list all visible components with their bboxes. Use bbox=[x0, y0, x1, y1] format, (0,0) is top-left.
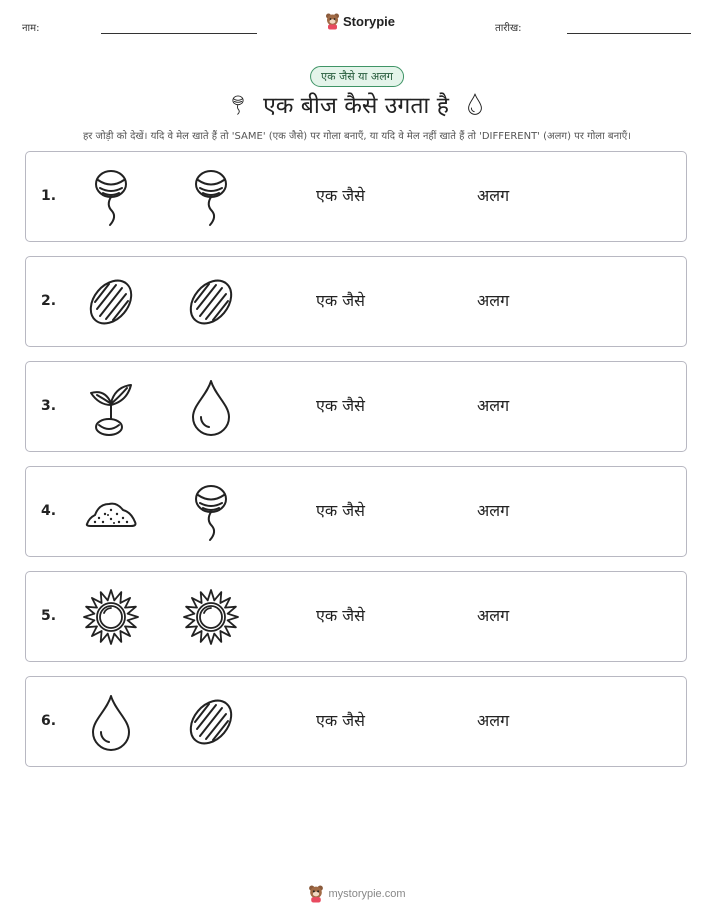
instructions: हर जोड़ी को देखें। यदि वे मेल खाते हैं तो 'SAME' (एक जैसे) पर गोला बनाएँ, या यदि वे मेल नहीं खाते हैं तो 'DIFFERENT' (अलग) पर गोला बनाएँ। bbox=[82, 131, 632, 142]
bear-mascot-icon bbox=[308, 885, 324, 903]
same-option[interactable]: एक जैसे bbox=[316, 291, 365, 310]
same-option[interactable]: एक जैसे bbox=[316, 606, 365, 625]
sprout-seed-icon bbox=[181, 482, 241, 542]
question-number: 3. bbox=[41, 398, 57, 414]
different-option[interactable]: अलग bbox=[477, 291, 510, 310]
page-title: एक बीज कैसे उगता है bbox=[263, 93, 449, 119]
different-option[interactable]: अलग bbox=[477, 606, 510, 625]
sun-icon bbox=[81, 587, 141, 647]
question-number: 2. bbox=[41, 293, 57, 309]
different-option[interactable]: अलग bbox=[477, 396, 510, 415]
question-number: 1. bbox=[41, 188, 57, 204]
same-option[interactable]: एक जैसे bbox=[316, 396, 365, 415]
different-option[interactable]: अलग bbox=[477, 501, 510, 520]
question-row bbox=[25, 466, 687, 557]
brand-logo bbox=[325, 13, 395, 30]
question-row bbox=[25, 361, 687, 452]
different-option[interactable]: अलग bbox=[477, 186, 510, 205]
name-label: नाम: bbox=[22, 23, 40, 34]
sprout-seed-icon bbox=[81, 167, 141, 227]
date-label: तारीख: bbox=[495, 23, 522, 34]
water-drop-icon bbox=[81, 692, 141, 752]
footer-site: mystorypie.com bbox=[328, 888, 406, 900]
title-row bbox=[0, 88, 714, 120]
brand-name: Storypie bbox=[343, 14, 396, 29]
bear-mascot-icon bbox=[325, 13, 340, 30]
question-number: 5. bbox=[41, 608, 57, 624]
sun-icon bbox=[181, 587, 241, 647]
topic-badge: एक जैसे या अलग bbox=[310, 66, 404, 87]
name-line[interactable] bbox=[101, 33, 257, 34]
sprout-seed-icon bbox=[227, 89, 249, 119]
question-row bbox=[25, 151, 687, 242]
footer bbox=[0, 885, 714, 903]
question-row bbox=[25, 256, 687, 347]
same-option[interactable]: एक जैसे bbox=[316, 186, 365, 205]
seed-icon bbox=[181, 692, 241, 752]
seed-icon bbox=[181, 272, 241, 332]
same-option[interactable]: एक जैसे bbox=[316, 711, 365, 730]
question-row bbox=[25, 676, 687, 767]
water-drop-icon bbox=[181, 377, 241, 437]
question-row bbox=[25, 571, 687, 662]
question-number: 4. bbox=[41, 503, 57, 519]
date-line[interactable] bbox=[567, 33, 691, 34]
seed-icon bbox=[81, 272, 141, 332]
same-option[interactable]: एक जैसे bbox=[316, 501, 365, 520]
different-option[interactable]: अलग bbox=[477, 711, 510, 730]
sprout-seed-icon bbox=[181, 167, 241, 227]
water-drop-icon bbox=[463, 89, 487, 119]
seedling-icon bbox=[81, 377, 141, 437]
question-number: 6. bbox=[41, 713, 57, 729]
soil-pile-icon bbox=[81, 482, 141, 542]
